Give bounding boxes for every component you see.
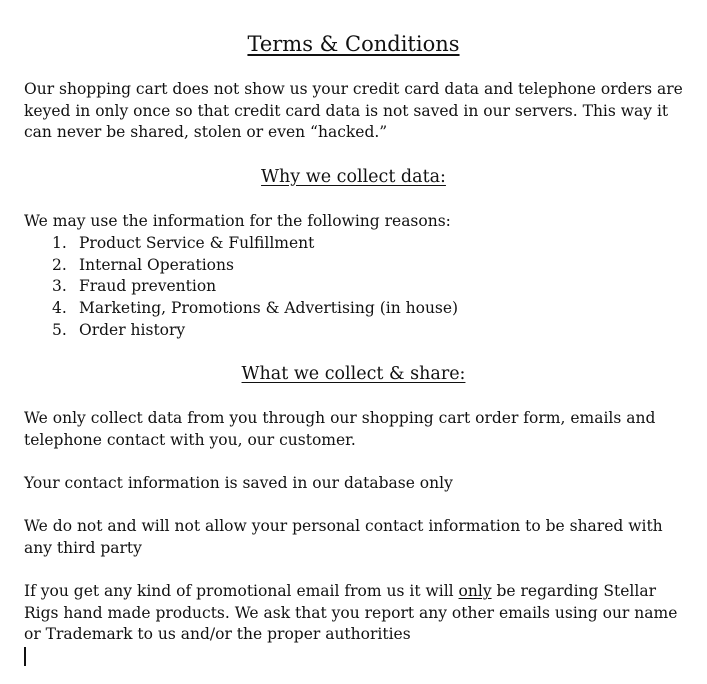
list-item-number: 2. <box>52 255 67 274</box>
database-paragraph: Your contact information is saved in our database only <box>24 474 453 492</box>
promotional-email-paragraph <box>24 581 694 646</box>
sharing-paragraph: We do not and will not allow your personal contact information to be shared with any third party <box>24 517 663 557</box>
list-item-text: Marketing, Promotions & Advertising (in house) <box>79 299 459 318</box>
list-item <box>24 320 458 342</box>
promo-text-start: If you get any kind of promotional email from us it will <box>24 582 459 600</box>
heading-what-we-collect: What we collect & share: <box>241 364 466 384</box>
list-item-number: 5. <box>52 320 67 339</box>
document-title: Terms & Conditions <box>247 32 460 56</box>
list-item-number: 1. <box>52 234 67 252</box>
list-item-text: Order history <box>79 320 186 339</box>
heading-why-we-collect: Why we collect data: <box>261 167 446 187</box>
list-item <box>24 233 458 255</box>
list-item-text: Fraud prevention <box>79 277 217 296</box>
promo-emphasis-only: only <box>458 582 492 600</box>
list-item-text: Internal Operations <box>79 255 234 274</box>
list-item-number: 4. <box>52 299 67 318</box>
list-item <box>24 298 458 320</box>
list-item <box>24 276 458 298</box>
promo-text-end: be regarding Stellar Rigs hand made products. We ask that you report any other emails using our name or Trademark to us and/or the proper authorities <box>24 582 678 644</box>
intro-paragraph: Our shopping cart does not show us your credit card data and telephone orders are keyed in only once so that credit card data is not saved in our servers. This way it can never be shared, stolen or even “hacked.” <box>24 80 683 142</box>
reasons-list <box>24 233 458 341</box>
list-item-number: 3. <box>52 277 67 296</box>
text-cursor <box>24 647 26 666</box>
collect-paragraph: We only collect data from you through our shopping cart order form, emails and telephone contact with you, our customer. <box>24 409 656 449</box>
list-item-text: Product Service & Fulfillment <box>79 234 315 252</box>
reasons-lead-text: We may use the information for the following reasons: <box>24 212 451 230</box>
list-item <box>24 255 458 277</box>
